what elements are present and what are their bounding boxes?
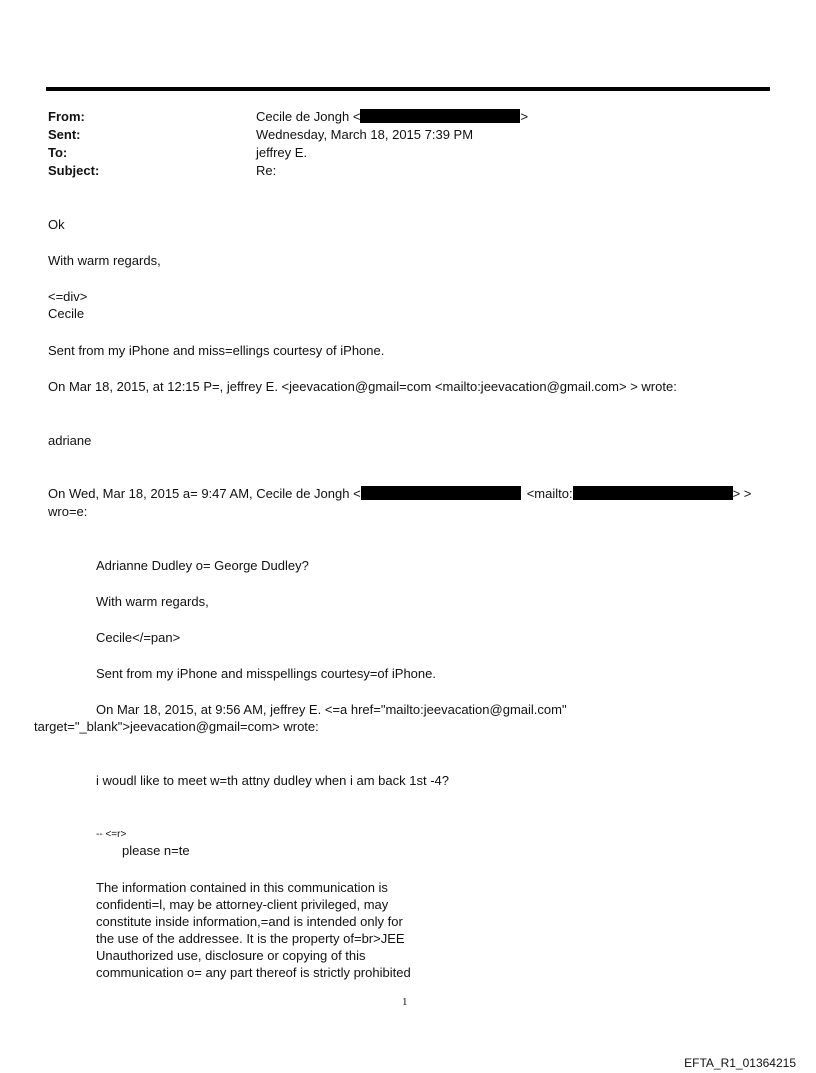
quoted-line: -- <=r> — [96, 829, 127, 840]
to-label: To: — [48, 145, 68, 160]
header-rule — [46, 87, 770, 91]
sent-label: Sent: — [48, 127, 81, 142]
quoted-line: Adrianne Dudley o= George Dudley? — [96, 558, 309, 573]
quoted-line: please n=te — [122, 843, 190, 858]
redaction-bar — [361, 486, 521, 500]
body-line: wro=e: — [48, 504, 88, 519]
subject-label: Subject: — [48, 163, 100, 178]
bates-number: EFTA_R1_01364215 — [684, 1056, 796, 1070]
disclaimer-line: constitute inside information,=and is intended only for — [96, 914, 403, 929]
from-label: From: — [48, 109, 85, 124]
quoted-line: target="_blank">jeevacation@gmail=com> wrote: — [34, 719, 319, 734]
quoted-line: i woudl like to meet w=th attny dudley when i am back 1st -4? — [96, 773, 449, 788]
body-line: With warm regards, — [48, 253, 161, 268]
quoted-line: With warm regards, — [96, 594, 209, 609]
to-value: jeffrey E. — [256, 145, 308, 160]
quoted-line: On Mar 18, 2015, at 9:56 AM, jeffrey E. <=a href="mailto:jeevacation@gmail.com" — [96, 702, 567, 717]
body-line: Cecile — [48, 306, 85, 321]
disclaimer-line: confidenti=l, may be attorney-client privileged, may — [96, 897, 389, 912]
redaction-bar — [573, 486, 733, 500]
body-line: Sent from my iPhone and miss=ellings courtesy of iPhone. — [48, 343, 385, 358]
body-line: <=div> — [48, 289, 88, 304]
disclaimer-line: The information contained in this communication is — [96, 880, 388, 895]
from-value: Cecile de Jongh < > — [256, 109, 529, 124]
redaction-bar — [360, 109, 520, 123]
subject-value: Re: — [256, 163, 277, 178]
quote-header-line: On Wed, Mar 18, 2015 a= 9:47 AM, Cecile de Jongh < <mailto: > > — [48, 486, 752, 501]
page-number: 1 — [402, 996, 408, 1008]
quoted-line: Sent from my iPhone and misspellings courtesy=of iPhone. — [96, 666, 436, 681]
body-line: adriane — [48, 433, 92, 448]
disclaimer-line: communication o= any part thereof is strictly prohibited — [96, 965, 411, 980]
disclaimer-line: the use of the addressee. It is the property of=br>JEE — [96, 931, 405, 946]
body-line: On Mar 18, 2015, at 12:15 P=, jeffrey E. <jeevacation@gmail=com <mailto:jeevacation@gmail.com> > wrote: — [48, 379, 677, 394]
sent-value: Wednesday, March 18, 2015 7:39 PM — [256, 127, 474, 142]
disclaimer-line: Unauthorized use, disclosure or copying of this — [96, 948, 366, 963]
quoted-line: Cecile</=pan> — [96, 630, 181, 645]
body-line: Ok — [48, 217, 65, 232]
